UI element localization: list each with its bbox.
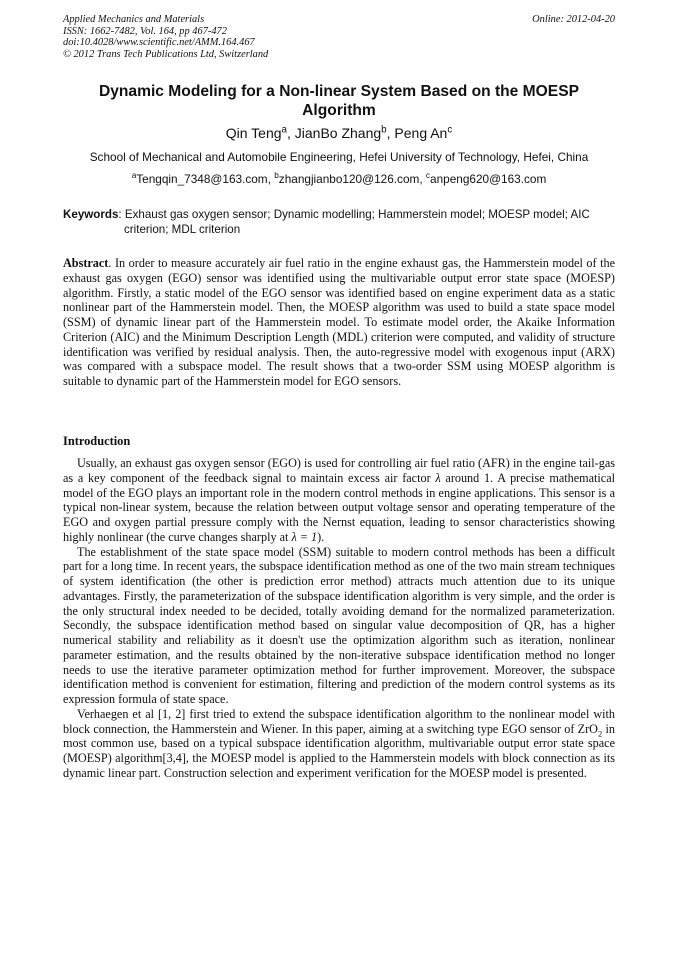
copyright-line: © 2012 Trans Tech Publications Ltd, Switzerland [63,48,269,60]
abstract-text: . In order to measure accurately air fuel ratio in the engine exhaust gas, the Hammerstein model of the exhaust gas oxygen (EGO) sensor was identified using the multivariable output error state space (MOESP) algorithm. Firstly, a static model of the EGO sensor was identified based on engine experiment data as a static nonlinear part of the Hammerstein model. Then, the MOESP algorithm was used to build a state space model (SSM) of dynamic linear part of the Hammerstein model. To estimate model order, the Akaike Information Criterion (AIC) and the Minimum Description Length (MDL) criterion were computed, and validity of structure identification was verified by residual analysis. Then, the auto-regressive model with exogenous input (ARX) was compared with a subspace model. The result shows that a two-order SSM using MOESP algorithm is suitable to dynamic part of the Hammerstein model for EGO sensors. [63,256,615,388]
paragraph: Verhaegen et al [1, 2] first tried to extend the subspace identification algorithm to the nonlinear model with block connection, the Hammerstein and Wiener. In this paper, aiming at a switching type EGO sensor of ZrO$_2$ in most common use, based on a typical subspace identification algorithm, multivariable output error state space (MOESP) algorithm[3,4], the MOESP model is applied to the Hammerstein models with block connection as its dynamic linear part. Construction selection and experiment verification for the MOESP model is presented. [63,706,615,780]
keywords-text: : Exhaust gas oxygen sensor; Dynamic modelling; Hammerstein model; MOESP model; AIC criterion; MDL criterion [118,208,590,236]
affiliation: School of Mechanical and Automobile Engineering, Hefei University of Technology, Hefei, China [89,150,589,164]
email[interactable]: $^a$Tengqin_7348@163.com, [131,171,275,186]
author-list [0,125,678,141]
issn-line: ISSN: 1662-7482, Vol. 164, pp 467-472 [63,25,227,37]
introduction-body [63,456,615,781]
paragraph: Usually, an exhaust gas oxygen sensor (EGO) is used for controlling air fuel ratio (AFR) in the engine tail-gas as a key component of the feedback signal to maintain excess air factor λ around 1. A precise mathematical model of the EGO plays an important role in the modern control methods in engine applications. This sensor is a typical non-linear system, because the relation between output voltage sensor and operating temperature of the EGO and oxygen partial pressure comply with the Nernst equation, leading to sensor characteristics showing highly nonlinear (the curve changes sharply at λ = 1). [63,456,615,544]
keywords-label: Keywords [63,208,119,221]
section-heading-introduction: Introduction [63,434,131,448]
email-list [0,172,678,186]
paper-title: Dynamic Modeling for a Non-linear System Based on the MOESP Algorithm [98,83,580,119]
doi-line[interactable]: doi:10.4028/www.scientific.net/AMM.164.467 [63,37,255,49]
keywords [63,207,615,237]
online-date: Online: 2012-04-20 [532,14,615,25]
email[interactable]: $^c$anpeng620@163.com [425,171,547,186]
abstract [63,256,615,389]
author: Peng An$^c$ [394,124,453,141]
abstract-label: Abstract [63,256,109,270]
journal-name: Applied Mechanics and Materials [63,14,205,25]
author: JianBo Zhang$^b$, [294,124,395,141]
author: Qin Teng$^a$, [225,124,295,141]
paragraph: The establishment of the state space model (SSM) suitable to modern control methods has been a difficult part for a long time. In recent years, the subspace identification method as one of the two main stream techniques of system identification (the other is prediction error method) attracts much attention due to its unique advantages. Firstly, the parameterization of the subspace identification algorithm is very simple, and the order is the only structural index needed to be decided, totally avoiding demand for the normalized parameterization. Secondly, the subspace identification method based on singular value decomposition of QR, has a higher numerical stability and reliability as it doesn't use the optimization algorithm such as iteration, nonlinear parameter estimation, and the results obtained by the non-iterative subspace identification method no longer needs to use the iterative parameter optimization method for further improvement. Moreover, the subspace identification method is convenient for estimation, filtering and prediction of the modern control systems as its expression formula of state space. [63,544,615,706]
journal-header [63,14,615,60]
email[interactable]: $^b$zhangjianbo120@126.com, [274,171,426,186]
